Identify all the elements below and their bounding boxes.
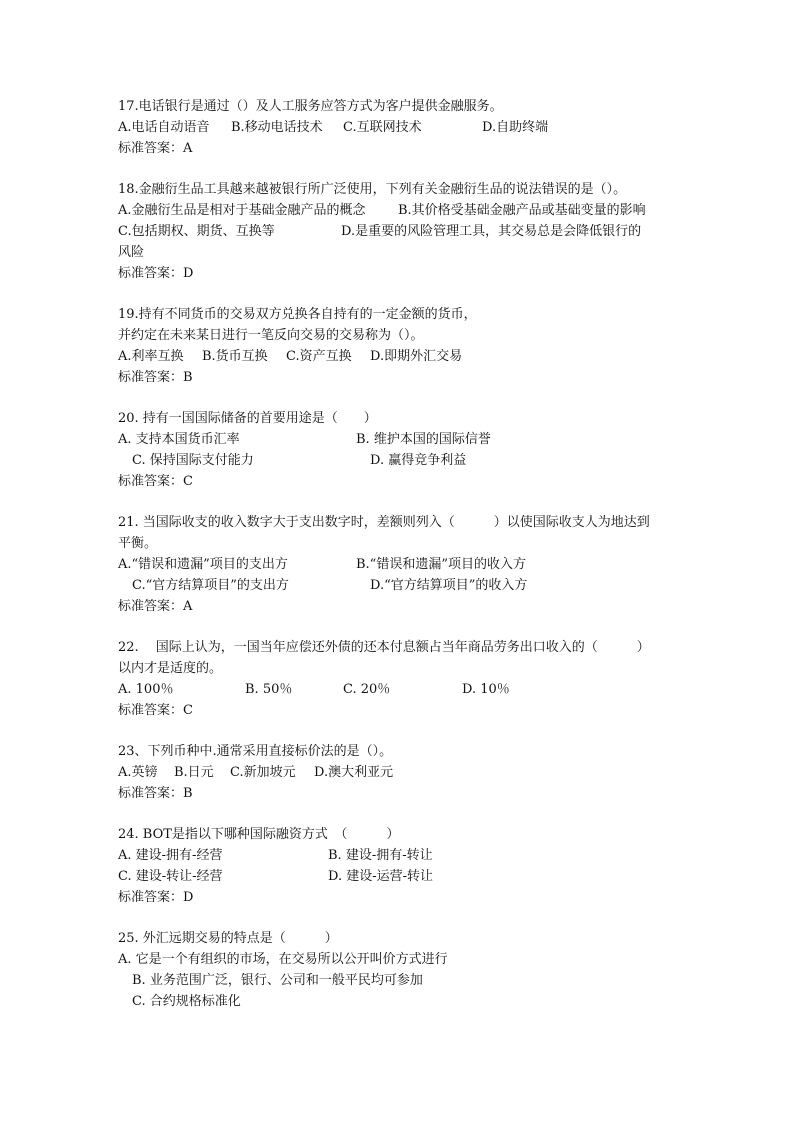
question-21-option-a: A.“错误和遗漏”项目的支出方: [118, 557, 288, 572]
question-21-title: 21. 当国际收支的收入数字大于支出数字时，差额则列入（ ）以使国际收支人为地达到: [118, 515, 650, 530]
question-22-option-b: B. 50％: [245, 682, 293, 697]
question-18-option-a: A.金融衍生品是相对于基础金融产品的概念: [118, 203, 366, 218]
question-24-option-c: C. 建设-转让-经营: [118, 869, 223, 884]
question-20-title: 20. 持有一国国际储备的首要用途是（ ）: [118, 411, 377, 426]
question-17-option-d: D.自助终端: [482, 120, 549, 135]
question-25-title: 25. 外汇远期交易的特点是（ ）: [118, 931, 338, 946]
question-22-answer: 标准答案：C: [118, 703, 193, 718]
question-17-option-c: C.互联网技术: [343, 120, 422, 135]
question-19-option-d: D.即期外汇交易: [370, 349, 463, 364]
question-25-option-b: B. 业务范围广泛，银行、公司和一般平民均可参加: [132, 973, 423, 988]
question-24-option-a: A. 建设-拥有-经营: [118, 848, 223, 863]
question-19-answer: 标准答案：B: [118, 370, 193, 385]
question-23-option-d: D.澳大利亚元: [314, 765, 394, 780]
question-17-answer: 标准答案：A: [118, 141, 193, 156]
question-17-title: 17.电话银行是通过（）及人工服务应答方式为客户提供金融服务。: [118, 99, 503, 114]
question-22-option-d: D. 10％: [462, 682, 510, 697]
question-19-option-b: B.货币互换: [202, 349, 268, 364]
question-25-option-a: A. 它是一个有组织的市场，在交易所以公开叫价方式进行: [118, 952, 448, 967]
question-24-title: 24. BOT是指以下哪种国际融资方式 （ ）: [118, 827, 400, 842]
question-19-title: 19.持有不同货币的交易双方兑换各自持有的一定金额的货币，: [118, 307, 477, 322]
question-23-option-a: A.英镑: [118, 765, 158, 780]
question-20-option-b: B. 维护本国的国际信誉: [356, 432, 491, 447]
question-20-answer: 标准答案：C: [118, 474, 193, 489]
question-22-title-cont: 以内才是适度的。: [118, 661, 223, 676]
question-20-option-a: A. 支持本国货币汇率: [118, 432, 240, 447]
question-25-option-c: C. 合约规格标准化: [132, 994, 241, 1009]
question-24-option-d: D. 建设-运营-转让: [328, 869, 434, 884]
question-24-option-b: B. 建设-拥有-转让: [328, 848, 433, 863]
question-20-option-c: C. 保持国际支付能力: [132, 453, 254, 468]
question-22-title: 22. 国际上认为，一国当年应偿还外债的还本付息额占当年商品劳务出口收入的（ ）: [118, 640, 650, 655]
question-20-option-d: D. 赢得竞争利益: [370, 453, 467, 468]
question-17-option-b: B.移动电话技术: [231, 120, 323, 135]
question-23-option-c: C.新加坡元: [230, 765, 296, 780]
question-18-option-d-cont: 风险: [118, 245, 145, 260]
question-19-option-a: A.利率互换: [118, 349, 184, 364]
question-22-option-c: C. 20％: [343, 682, 391, 697]
question-17-option-a: A.电话自动语音: [118, 120, 210, 135]
question-23-option-b: B.日元: [174, 765, 214, 780]
question-18-option-b: B.其价格受基础金融产品或基础变量的影响: [398, 203, 646, 218]
question-21-option-b: B.“错误和遗漏”项目的收入方: [356, 557, 526, 572]
question-21-title-cont: 平衡。: [118, 536, 158, 551]
question-23-title: 23、下列币种中.通常采用直接标价法的是（）。: [118, 744, 393, 759]
question-21-answer: 标准答案：A: [118, 599, 193, 614]
question-19-title-cont: 并约定在未来某日进行一笔反向交易的交易称为（）。: [118, 328, 424, 343]
question-18-option-d: D.是重要的风险管理工具，其交易总是会降低银行的: [341, 224, 642, 239]
question-22-option-a: A. 100％: [118, 682, 174, 697]
question-21-option-c: C.“官方结算项目”的支出方: [132, 578, 289, 593]
question-18-answer: 标准答案：D: [118, 266, 194, 281]
question-18-option-c: C.包括期权、期货、互换等: [118, 224, 275, 239]
question-18-title: 18.金融衍生品工具越来越被银行所广泛使用，下列有关金融衍生品的说法错误的是（）。: [118, 182, 627, 197]
question-24-answer: 标准答案：D: [118, 890, 194, 905]
question-23-answer: 标准答案：B: [118, 786, 193, 801]
question-21-option-d: D.“官方结算项目”的收入方: [370, 578, 528, 593]
question-19-option-c: C.资产互换: [286, 349, 352, 364]
